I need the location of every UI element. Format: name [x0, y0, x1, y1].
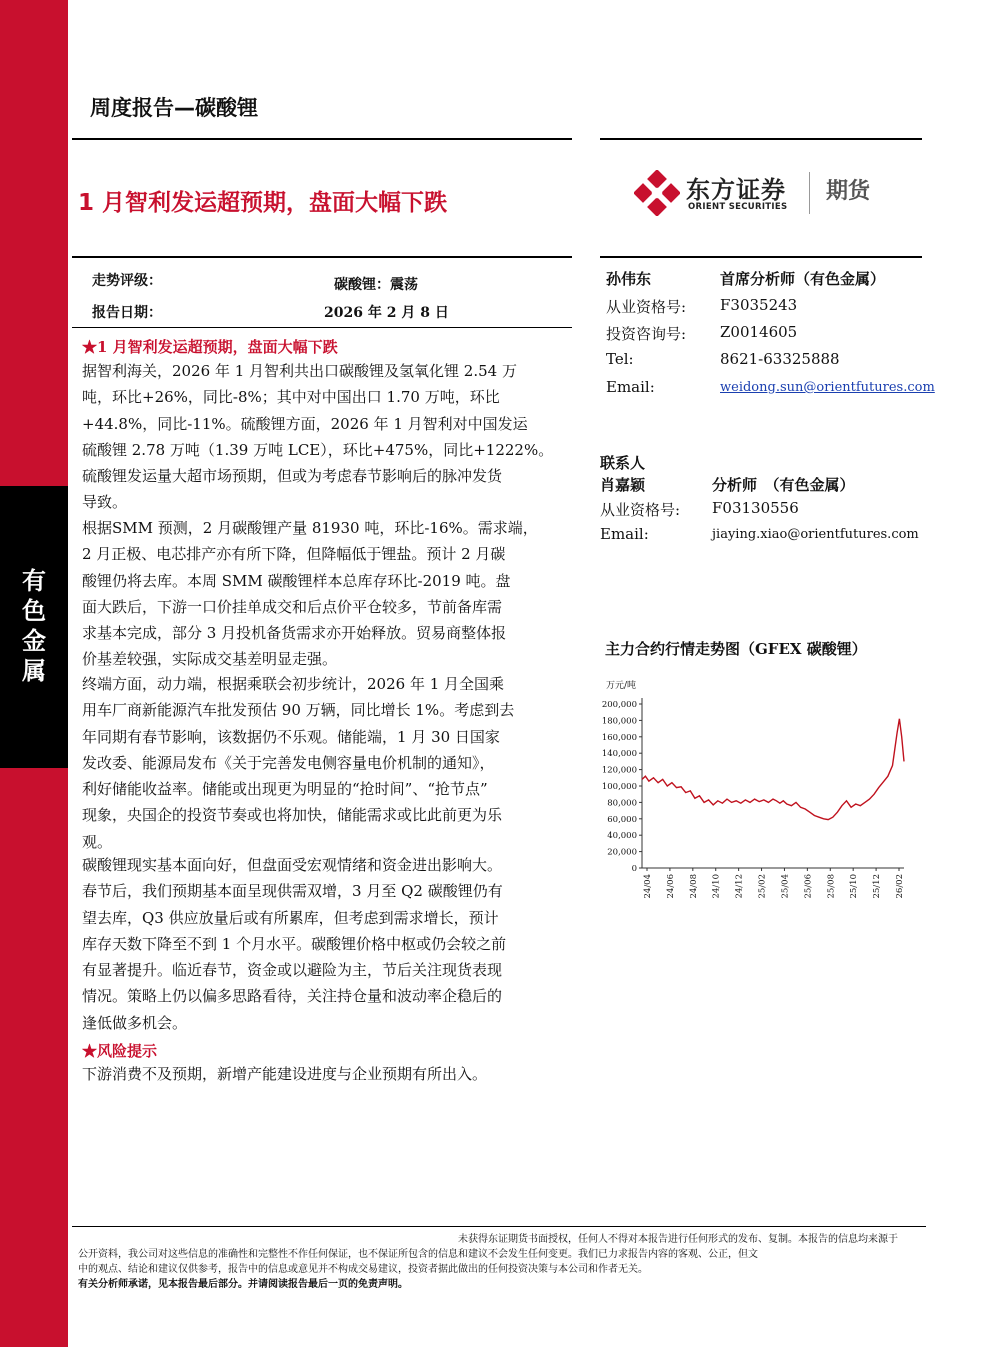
x-tick-label: 25/06	[803, 874, 814, 899]
text-line: 2 月正极、电芯排产亦有所下降，但降幅低于锂盐。预计 2 月碳	[82, 545, 506, 564]
text-line: 硫酸锂发运量大超市场预期，但或为考虑春节影响后的脉冲发货	[82, 467, 503, 486]
text-line: 观。	[82, 832, 113, 851]
text-line: 春节后，我们预期基本面呈现供需双增，3 月至 Q2 碳酸锂仍有	[82, 882, 503, 901]
analyst-email-link[interactable]	[720, 380, 935, 395]
x-tick-label: 24/10	[711, 874, 722, 899]
contact-email[interactable]: jiaying.xiao@orientfutures.com	[712, 527, 919, 542]
investment-consult-number: Z0014605	[720, 323, 798, 341]
contact-email-label: Email:	[600, 525, 649, 543]
email-label: Email:	[606, 378, 655, 396]
email-link-text[interactable]: weidong.sun@orientfutures.com	[720, 380, 935, 395]
brand-name-cn: 东方证券	[686, 176, 786, 204]
sidebar-char: 有	[22, 567, 46, 595]
text-line: +44.8%，同比-11%。硫酸锂方面，2026 年 1 月智利对中国发运	[82, 414, 528, 433]
x-tick-label: 24/08	[688, 874, 699, 899]
text-line: 望去库，Q3 供应放量后或有所累库，但考虑到需求增长，预计	[82, 908, 499, 927]
paragraph-terminal-demand	[82, 671, 562, 855]
text-line: 有显著提升。临近春节，资金或以避险为主，节后关注现货表现	[82, 961, 503, 980]
divider-line	[600, 256, 922, 258]
y-tick-label: 160,000	[601, 732, 637, 743]
text-line: 根据SMM 预测，2 月碳酸锂产量 81930 吨，环比-16%。需求端，	[82, 519, 538, 537]
text-line: 吨，环比+26%，同比-8%；其中对中国出口 1.70 万吨，环比	[82, 388, 500, 407]
y-tick-label: 20,000	[607, 847, 637, 858]
sidebar-category-label	[0, 566, 68, 686]
divider-line	[600, 138, 922, 140]
page-title: 1 月智利发运超预期，盘面大幅下跌	[78, 190, 448, 216]
x-tick-label: 24/12	[734, 874, 745, 899]
text-line: 年同期有春节影响，该数据仍不乐观。储能端，1 月 30 日国家	[82, 727, 500, 746]
x-tick-label: 24/04	[643, 874, 653, 899]
section-title: ★1 月智利发运超预期，盘面大幅下跌	[82, 338, 338, 356]
disclaimer-line: 有关分析师承诺，见本报告最后部分。并请阅读报告最后一页的免责声明。	[78, 1279, 408, 1290]
sidebar-char: 金	[22, 627, 46, 655]
rating-label: 走势评级：	[92, 273, 162, 289]
x-tick-label: 24/06	[665, 874, 676, 899]
brand-name-en: ORIENT SECURITIES	[688, 202, 788, 212]
analyst-name: 孙伟东	[606, 270, 652, 288]
divider-line	[72, 256, 572, 258]
y-tick-label: 120,000	[601, 765, 637, 776]
y-tick-label: 180,000	[601, 716, 637, 727]
disclaimer-line: 中的观点、结论和建议仅供参考，报告中的信息或意见并不构成交易建议，投资者据此做出的任何投资决策与本公司和作者无关。	[78, 1264, 648, 1275]
contact-qualification-number: F03130556	[712, 499, 799, 517]
y-tick-label: 140,000	[601, 749, 637, 760]
divider-line	[72, 138, 572, 140]
qualification-number: F3035243	[720, 296, 798, 314]
text-line: 酸锂仍将去库。本周 SMM 碳酸锂样本总库存环比-2019 吨。盘	[82, 571, 511, 590]
tel-label: Tel:	[606, 350, 634, 368]
disclaimer	[78, 1232, 926, 1292]
text-line: 用车厂商新能源汽车批发预估 90 万辆，同比增长 1%。考虑到去	[82, 701, 515, 720]
paragraph-chile-exports	[82, 358, 562, 516]
text-line: 终端方面，动力端，根据乘联会初步统计，2026 年 1 月全国乘	[82, 675, 505, 693]
paragraph-supply-demand	[82, 515, 562, 673]
price-series-line	[642, 719, 904, 820]
contact-name: 肖嘉颖	[600, 476, 646, 494]
text-line: 发改委、能源局发布《关于完善发电侧容量电价机制的通知》，	[82, 753, 495, 772]
price-line-chart	[592, 676, 922, 916]
divider-line	[72, 327, 572, 328]
risk-section-title: ★风险提示	[82, 1042, 158, 1060]
contact-title: 分析师 （有色金属）	[712, 476, 855, 494]
y-tick-label: 80,000	[607, 798, 637, 809]
sidebar-char: 色	[22, 597, 46, 625]
chart-title: 主力合约行情走势图（GFEX 碳酸锂）	[605, 640, 867, 658]
report-type: 周度报告—碳酸锂	[90, 96, 258, 120]
y-axis-unit-label: 万元/吨	[606, 681, 637, 691]
text-line: 据智利海关，2026 年 1 月智利共出口碳酸锂及氢氧化锂 2.54 万	[82, 362, 517, 380]
paragraph-strategy	[82, 852, 562, 1036]
x-tick-label: 25/02	[757, 874, 768, 899]
qualification-label: 从业资格号:	[606, 298, 687, 316]
footer-divider	[72, 1226, 926, 1227]
text-line: 利好储能收益率。储能或出现更为明显的“抢时间”、“抢节点”	[82, 780, 488, 799]
text-line: 面大跌后，下游一口价挂单成交和后点价平仓较多，节前备库需	[82, 597, 503, 616]
x-tick-label: 25/12	[872, 874, 883, 899]
date-value: 2026 年 2 月 8 日	[324, 305, 449, 321]
analyst-title: 首席分析师（有色金属）	[720, 270, 886, 288]
date-label: 报告日期：	[92, 305, 162, 321]
text-line: 库存天数下降至不到 1 个月水平。碳酸锂价格中枢或仍会较之前	[82, 934, 507, 953]
paragraph-risk	[82, 1061, 562, 1087]
investment-consult-label: 投资咨询号:	[606, 325, 687, 343]
x-tick-label: 25/08	[826, 874, 837, 899]
text-line: 硫酸锂 2.78 万吨（1.39 万吨 LCE），环比+475%，同比+1222%。	[82, 440, 554, 459]
text-line: 下游消费不及预期，新增产能建设进度与企业预期有所出入。	[82, 1065, 488, 1083]
y-tick-label: 100,000	[601, 782, 637, 792]
text-line: 导致。	[82, 493, 128, 512]
disclaimer-line: 未获得东证期货书面授权，任何人不得对本报告进行任何形式的发布、复制。本报告的信息均来源于	[458, 1234, 898, 1245]
text-line: 逢低做多机会。	[82, 1013, 188, 1032]
logo-divider	[809, 172, 810, 214]
company-logo	[634, 168, 914, 218]
x-tick-label: 25/10	[849, 874, 860, 899]
y-tick-label: 200,000	[601, 700, 637, 710]
text-line: 求基本完成，部分 3 月投机备货需求亦开始释放。贸易商整体报	[82, 624, 507, 643]
contact-qualification-label: 从业资格号:	[600, 501, 681, 519]
text-line: 价基差较强，实际成交基差明显走强。	[82, 650, 338, 669]
y-tick-label: 0	[631, 864, 637, 874]
logo-mark-icon	[634, 170, 680, 216]
rating-value: 碳酸锂：震荡	[334, 277, 418, 293]
tel-number: 8621-63325888	[720, 350, 840, 368]
text-line: 碳酸锂现实基本面向好，但盘面受宏观情绪和资金进出影响大。	[82, 856, 503, 874]
y-tick-label: 60,000	[607, 814, 637, 825]
x-tick-label: 25/04	[780, 874, 791, 899]
disclaimer-line: 公开资料，我公司对这些信息的准确性和完整性不作任何保证，也不保证所包含的信息和建议不会发生任何变更。我们已力求报告内容的客观、公正，但文	[78, 1249, 758, 1260]
sidebar-char: 属	[22, 657, 46, 685]
y-tick-label: 40,000	[607, 831, 637, 842]
x-tick-label: 26/02	[895, 874, 905, 899]
text-line: 现象，央国企的投资节奏或也将加快，储能需求或比此前更为乐	[82, 806, 503, 825]
text-line: 情况。策略上仍以偏多思路看待，关注持仓量和波动率企稳后的	[82, 987, 503, 1006]
brand-futures: 期货	[826, 179, 871, 204]
contact-heading: 联系人	[600, 454, 646, 472]
